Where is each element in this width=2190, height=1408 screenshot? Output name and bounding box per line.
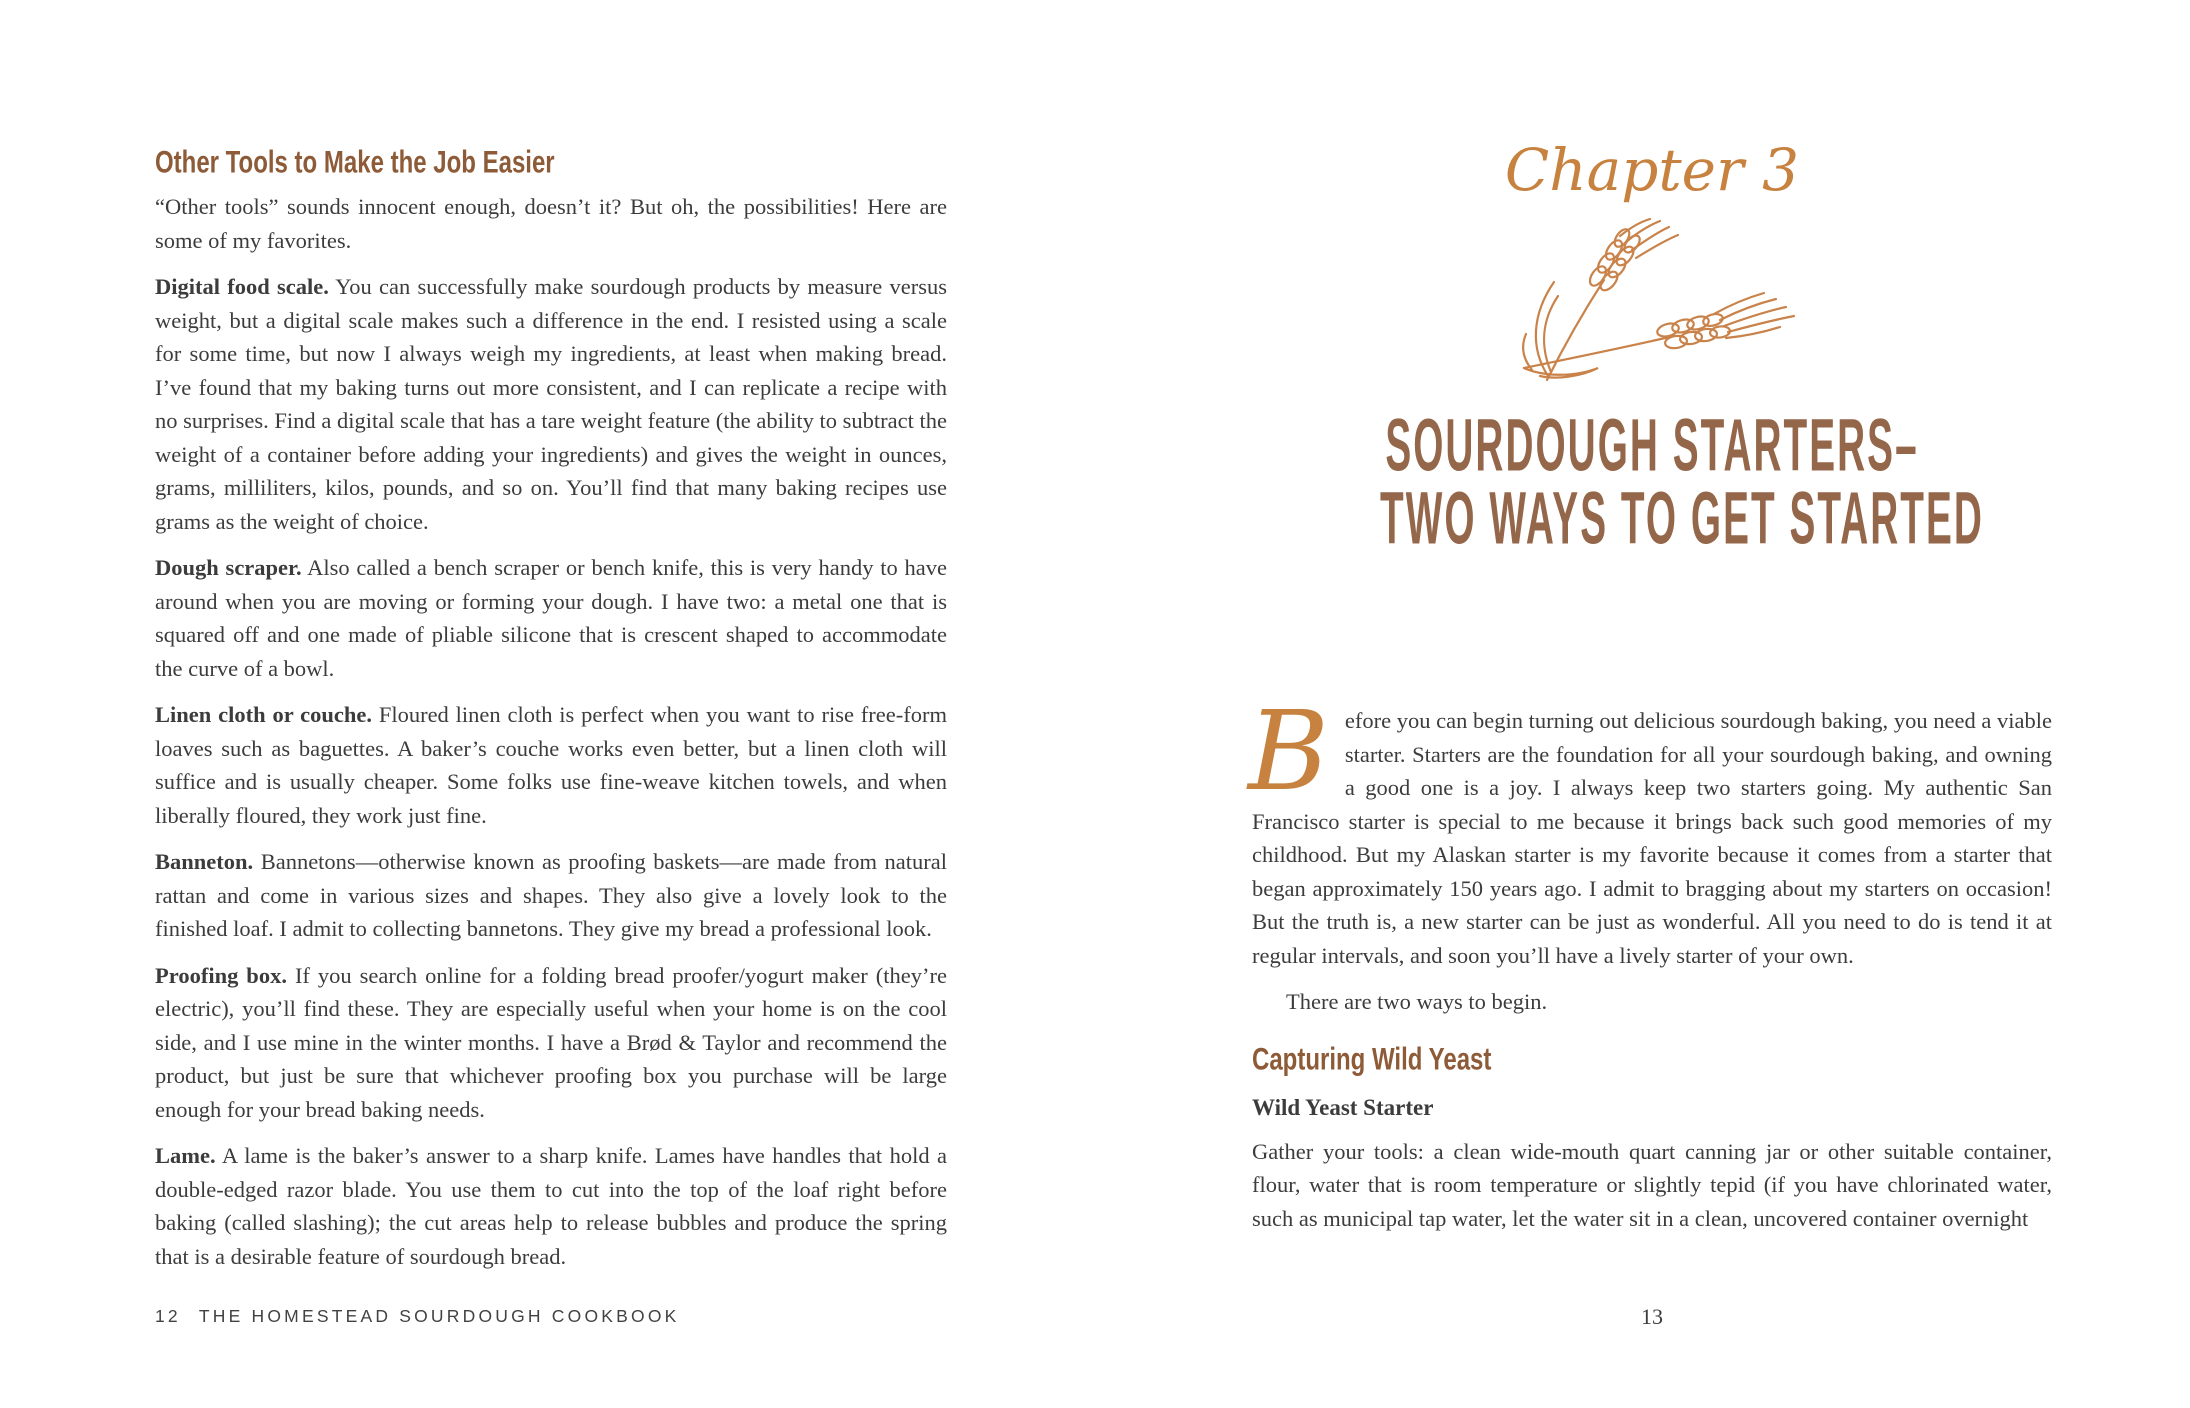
page-number-left: 12 bbox=[155, 1306, 181, 1326]
chapter-label: Chapter 3 bbox=[1504, 136, 1800, 204]
gather-tools-paragraph: Gather your tools: a clean wide-mouth quart canning jar or other suitable container, flour, water that is room temperature or slightly tepid (if you have chlorinated water, such as municipal tap water, let the water sit in a clean, uncovered container overnight bbox=[1252, 1138, 2052, 1231]
left-page-footer bbox=[155, 1306, 680, 1327]
tool-paragraph-digital-food-scale bbox=[155, 270, 947, 538]
drop-cap: B bbox=[1248, 687, 1329, 815]
tool-paragraph-linen-cloth bbox=[155, 698, 947, 832]
tool-term: Banneton. bbox=[155, 849, 254, 874]
tool-term: Digital food scale. bbox=[155, 274, 329, 299]
tool-term: Lame. bbox=[155, 1143, 216, 1168]
wheat-illustration-wrap bbox=[1252, 218, 2052, 386]
wheat-illustration bbox=[1502, 218, 1802, 386]
tool-term: Proofing box. bbox=[155, 962, 287, 988]
chapter-title-line-1: SOURDOUGH STARTERS– bbox=[1385, 404, 1919, 488]
tool-text: Also called a bench scraper or bench knife, this is very handy to have around when you are moving or forming your dough. I have two: a metal one that is squared off and one made of pliable silicone that is crescent shaped to accommodate the curve of a bowl. bbox=[155, 555, 947, 681]
chapter-title bbox=[1252, 404, 2052, 561]
tool-text: Bannetons—otherwise known as proofing baskets—are made from natural rattan and come in various sizes and shapes. They also give a lovely look to the finished loaf. I admit to collecting bannetons. They give my bread a professional look. bbox=[155, 849, 948, 941]
tool-text: You can successfully make sourdough products by measure versus weight, but a digital scale makes such a difference in the end. I resisted using a scale for some time, but now I always weigh my ingredients, at least when making bread. I’ve found that my baking turns out more consistent, and I can replicate a recipe with no surprises. Find a digital scale that has a tare weight feature (the ability to subtract the weight of a container before adding your ingredients) and gives the weight in ounces, grams, milliliters, kilos, pounds, and so on. You’ll find that many baking recipes use grams as the weight of choice. bbox=[155, 274, 948, 534]
tool-term: Dough scraper. bbox=[155, 555, 302, 580]
subheading-wild-yeast-starter: Wild Yeast Starter bbox=[1252, 1094, 1434, 1120]
tool-paragraph-lame bbox=[155, 1139, 947, 1273]
section-heading: Other Tools to Make the Job Easier bbox=[155, 144, 555, 180]
tool-term: Linen cloth or couche. bbox=[155, 702, 372, 727]
right-page-column bbox=[1248, 136, 2052, 1235]
section-heading-capturing-wild-yeast: Capturing Wild Yeast bbox=[1252, 1041, 1492, 1077]
left-page-column bbox=[155, 146, 947, 1286]
tool-text: A lame is the baker’s answer to a sharp knife. Lames have handles that hold a double-edged razor blade. You use them to cut into the top of the loaf right before baking (called slashing); the cut areas help to release bubbles and produce the spring that is a desirable feature of sourdough bread. bbox=[155, 1143, 947, 1269]
tool-paragraph-dough-scraper bbox=[155, 551, 947, 685]
running-book-title: THE HOMESTEAD SOURDOUGH COOKBOOK bbox=[198, 1306, 680, 1326]
right-page-body bbox=[1248, 687, 2052, 1235]
chapter-title-line-2: TWO WAYS TO GET STARTED bbox=[1380, 477, 1984, 561]
tool-text: If you search online for a folding bread proofer/yogurt maker (they’re electric), you’ll find these. They are especially useful when your home is on the cool side, and I use mine in the winter months. I have a Brød & Taylor and recommend the product, but just be sure that whichever proofing box you purchase will be large enough for your bread baking needs. bbox=[155, 962, 947, 1122]
tool-paragraph-proofing-box bbox=[155, 959, 947, 1127]
intro-paragraph: “Other tools” sounds innocent enough, doesn’t it? But oh, the possibilities! Here are some of my favorites. bbox=[155, 194, 947, 253]
tool-paragraph-banneton bbox=[155, 845, 947, 946]
chapter-intro-text: efore you can begin turning out delicious sourdough baking, you need a viable starter. Starters are the foundation for all your sourdough baking, and owning a good one is a joy. I always keep two starters going. My authentic San Francisco starter is special to me because it brings back such good memories of my childhood. But my Alaskan starter is my favorite because it comes from a starter that began approximately 150 years ago. I admit to bragging about my starters on occasion! But the truth is, a new starter can be just as wonderful. All you need to do is tend it at regular intervals, and soon you’ll have a lively starter of your own. bbox=[1252, 708, 2052, 968]
chapter-intro-paragraph bbox=[1248, 687, 2052, 972]
two-ways-paragraph: There are two ways to begin. bbox=[1286, 989, 1548, 1014]
right-page-footer bbox=[1252, 1304, 2052, 1330]
page-number-right: 13 bbox=[1641, 1304, 1663, 1329]
tool-text: Floured linen cloth is perfect when you want to rise free-form loaves such as baguettes. A baker’s couche works even better, but a linen cloth will suffice and is usually cheaper. Some folks use fine-weave kitchen towels, and when liberally floured, they work just fine. bbox=[155, 702, 947, 828]
